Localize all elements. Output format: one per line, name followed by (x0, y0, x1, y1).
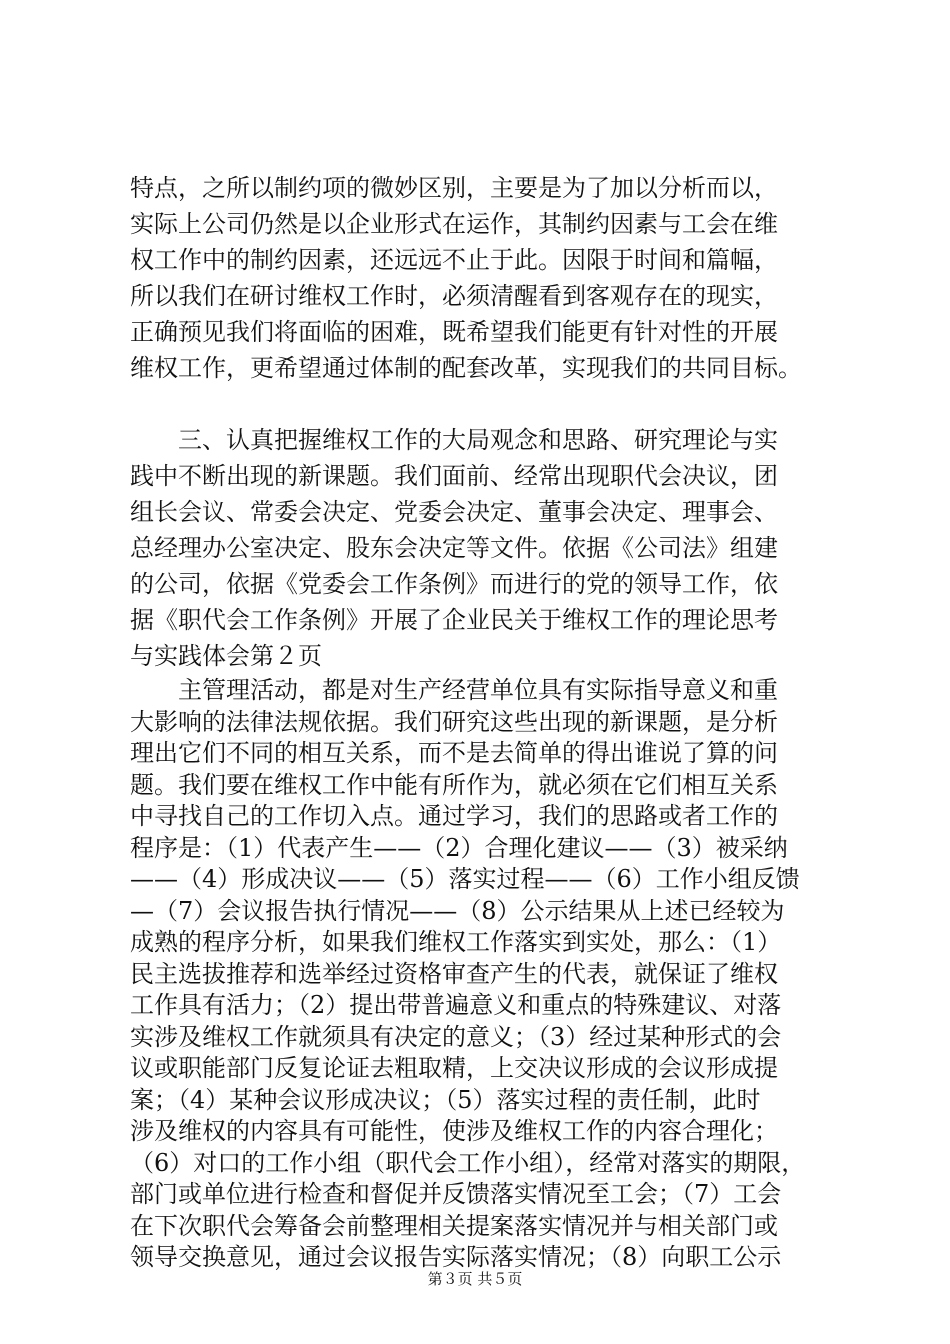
text-line: 主管理活动，都是对生产经营单位具有实际指导意义和重 (130, 676, 778, 704)
text-line: 涉及维权的内容具有可能性，使涉及维权工作的内容合理化； (130, 1117, 778, 1145)
text-line: 实际上公司仍然是以企业形式在运作，其制约因素与工会在维 (130, 210, 778, 238)
text-line: ——（4）形成决议——（5）落实过程——（6）工作小组反馈 (130, 865, 800, 893)
text-line: 践中不断出现的新课题。我们面前、经常出现职代会决议，团 (130, 462, 778, 490)
text-line: 实涉及维权工作就须具有决定的意义；（3）经过某种形式的会 (130, 1022, 782, 1051)
text-line: 工作具有活力；（2）提出带普遍意义和重点的特殊建议、对落 (130, 991, 782, 1019)
text-line: 成熟的程序分析，如果我们维权工作落实到实处，那么：（1） (130, 928, 782, 956)
text-line: 部门或单位进行检查和督促并反馈落实情况至工会；（7）工会 (130, 1180, 782, 1208)
text-line: 民主选拔推荐和选举经过资格审查产生的代表，就保证了维权 (130, 959, 778, 988)
page-footer: 第３页 共５页 (427, 1270, 523, 1288)
text-line: 维权工作，更希望通过体制的配套改革，实现我们的共同目标。 (130, 354, 802, 382)
text-line: 中寻找自己的工作切入点。通过学习，我们的思路或者工作的 (130, 802, 778, 830)
text-line: 特点，之所以制约项的微妙区别，主要是为了加以分析而以， (130, 174, 778, 202)
text-line: 与实践体会第２页 (130, 642, 322, 670)
text-line: 议或职能部门反复论证去粗取精，上交决议形成的会议形成提 (130, 1054, 778, 1082)
text-line: 据《职代会工作条例》开展了企业民关于维权工作的理论思考 (130, 606, 778, 634)
text-line: 组长会议、常委会决定、党委会决定、董事会决定、理事会、 (130, 498, 778, 526)
text-line: （6）对口的工作小组（职代会工作小组），经常对落实的期限， (130, 1148, 806, 1177)
text-line: 的公司，依据《党委会工作条例》而进行的党的领导工作，依 (130, 570, 778, 598)
text-line: 大影响的法律法规依据。我们研究这些出现的新课题，是分析 (130, 707, 778, 736)
text-line: 理出它们不同的相互关系，而不是去简单的得出谁说了算的问 (130, 739, 778, 767)
text-line: 所以我们在研讨维权工作时，必须清醒看到客观存在的现实， (130, 282, 778, 310)
text-line: 正确预见我们将面临的困难，既希望我们能更有针对性的开展 (130, 318, 778, 346)
text-line: 权工作中的制约因素，还远远不止于此。因限于时间和篇幅， (130, 246, 778, 274)
text-line: 题。我们要在维权工作中能有所作为，就必须在它们相互关系 (130, 770, 778, 799)
text-line: —（7）会议报告执行情况——（8）公示结果从上述已经较为 (130, 896, 785, 925)
text-line: 案；（4）某种会议形成决议；（5）落实过程的责任制，此时 (130, 1085, 761, 1114)
text-line: 在下次职代会筹备会前整理相关提案落实情况并与相关部门或 (130, 1211, 778, 1240)
text-line: 三、认真把握维权工作的大局观念和思路、研究理论与实 (130, 426, 778, 454)
text-line: 领导交换意见，通过会议报告实际落实情况；（8）向职工公示 (130, 1243, 782, 1271)
text-line: 总经理办公室决定、股东会决定等文件。依据《公司法》组建 (130, 534, 778, 562)
text-line: 程序是：（1）代表产生——（2）合理化建议——（3）被采纳 (130, 833, 788, 862)
